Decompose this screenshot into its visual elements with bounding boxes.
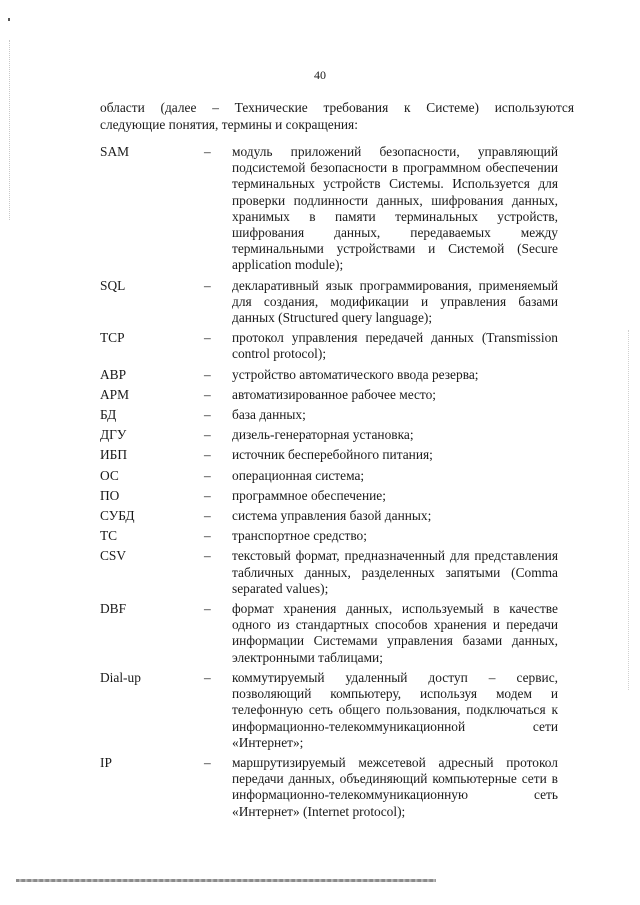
term-dash: – xyxy=(204,366,211,382)
term-dash: – xyxy=(204,407,211,423)
term-definition: операционная система; xyxy=(232,467,365,483)
terms-list xyxy=(100,144,574,824)
term-abbreviation: SAM xyxy=(100,144,130,159)
intro-paragraph xyxy=(100,99,574,133)
term-dash: – xyxy=(204,277,211,293)
intro-line-2: следующие понятия, термины и сокращения: xyxy=(100,117,358,132)
term-definition: текстовый формат, предназначенный для представления табличных данных, разделенных запятыми (Comma separated values); xyxy=(232,548,558,596)
term-abbreviation: Dial-up xyxy=(100,669,141,685)
term-abbreviation: DBF xyxy=(100,601,127,617)
term-row-dgu xyxy=(100,427,574,443)
term-definition: устройство автоматического ввода резерва; xyxy=(232,366,479,382)
term-abbreviation: IP xyxy=(100,754,112,770)
term-definition: модуль приложений безопасности, управляющий подсистемой безопасности в программном обеспечении терминальных устройств Системы. Используется для проверки подлинности данных, шифрования данных, хранимых в памяти терминальных устройств, шифрования данных, передаваемых между терминальными устройствами и Системой (Secure application module); xyxy=(232,144,558,273)
term-dash: – xyxy=(204,467,211,483)
term-abbreviation: ИБП xyxy=(100,447,128,463)
term-dash: – xyxy=(204,386,211,402)
term-dash: – xyxy=(204,487,211,503)
term-row-csv xyxy=(100,548,574,597)
term-definition: транспортное средство; xyxy=(232,528,367,544)
term-abbreviation: CSV xyxy=(100,548,127,564)
term-row-avr xyxy=(100,367,574,383)
term-row-arm xyxy=(100,387,574,403)
term-definition: коммутируемый удаленный доступ – сервис, позволяющий компьютеру, используя модем и телефонную сеть общего пользования, подключаться к информационно-телекоммуникационной сети «Интернет»; xyxy=(232,669,558,750)
scan-artifact-right-edge xyxy=(628,330,630,690)
intro-line-1: области (далее – Технические требования к Системе) используются xyxy=(100,100,574,115)
term-abbreviation: БД xyxy=(100,407,117,423)
term-abbreviation: ДГУ xyxy=(100,427,127,443)
term-abbreviation: ТС xyxy=(100,528,118,544)
term-row-sam xyxy=(100,144,574,274)
term-row-subd xyxy=(100,508,574,524)
term-row-sql xyxy=(100,278,574,327)
term-abbreviation: SQL xyxy=(100,277,126,293)
term-dash: – xyxy=(204,548,211,564)
page-number: 40 xyxy=(314,68,326,82)
term-row-po xyxy=(100,488,574,504)
term-row-ts xyxy=(100,528,574,544)
term-abbreviation: ПО xyxy=(100,487,120,503)
scan-artifact-left-edge xyxy=(9,40,11,220)
term-dash: – xyxy=(204,427,211,443)
term-abbreviation: АРМ xyxy=(100,386,130,402)
term-dash: – xyxy=(204,447,211,463)
term-row-tcp xyxy=(100,330,574,362)
term-definition: маршрутизируемый межсетевой адресный протокол передачи данных, объединяющий компьютерные сети в информационно-телекоммуникационную сеть «Интернет» (Internet protocol); xyxy=(232,754,558,819)
term-row-dbf xyxy=(100,601,574,666)
term-abbreviation: СУБД xyxy=(100,508,135,524)
term-definition: автоматизированное рабочее место; xyxy=(232,386,437,402)
term-definition: декларативный язык программирования, применяемый для создания, модификации и управления базами данных (Structured query language); xyxy=(232,277,558,326)
term-definition: формат хранения данных, используемый в качестве одного из стандартных способов хранения и передачи информации Системами управления базами данных, электронными таблицами; xyxy=(232,601,558,665)
term-row-ibp xyxy=(100,447,574,463)
scan-artifact-mark xyxy=(8,18,10,21)
term-definition: протокол управления передачей данных (Transmission control protocol); xyxy=(232,330,558,362)
term-definition: система управления базой данных; xyxy=(232,508,432,524)
term-abbreviation: ОС xyxy=(100,467,119,483)
term-dash: – xyxy=(204,754,211,770)
term-definition: источник бесперебойного питания; xyxy=(232,447,433,463)
term-dash: – xyxy=(204,669,211,685)
term-dash: – xyxy=(204,144,211,159)
scan-artifact-bottom-edge xyxy=(16,879,436,882)
term-row-bd xyxy=(100,407,574,423)
term-row-os xyxy=(100,468,574,484)
term-abbreviation: TCP xyxy=(100,330,125,346)
term-definition: база данных; xyxy=(232,407,306,423)
term-definition: программное обеспечение; xyxy=(232,487,386,503)
term-dash: – xyxy=(204,330,211,346)
term-dash: – xyxy=(204,508,211,524)
term-abbreviation: АВР xyxy=(100,366,127,382)
term-dash: – xyxy=(204,528,211,544)
term-definition: дизель-генераторная установка; xyxy=(232,427,414,443)
term-row-dial-up xyxy=(100,670,574,751)
term-dash: – xyxy=(204,601,211,617)
term-row-ip xyxy=(100,755,574,820)
